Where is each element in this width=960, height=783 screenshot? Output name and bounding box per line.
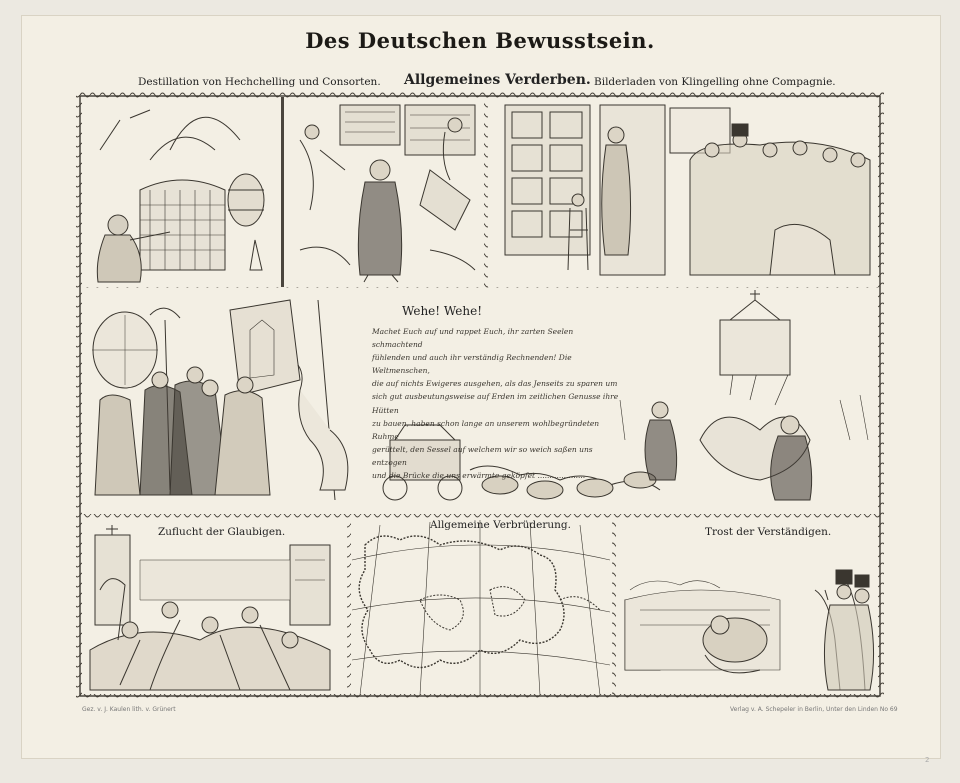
caption-bilderladen: Bilderladen von Klingelling ohne Compagnie. [594, 76, 836, 88]
caption-allgemeines-verderben: Allgemeines Verderben. [404, 72, 591, 88]
page-title: Des Deutschen Bewusstsein. [305, 28, 655, 53]
verse-line: fühlenden und auch ihr verständig Rechnenden! Die Weltmenschen, [372, 353, 572, 376]
verse-line: die auf nichts Ewigeres ausgehen, als das Jenseits zu sparen um [372, 379, 618, 389]
credit-artist: Gez. v. J. Kaulen lith. v. Grünert [82, 706, 176, 713]
caption-trost: Trost der Verständigen. [705, 526, 832, 538]
credit-publisher: Verlag v. A. Schepeler in Berlin, Unter den Linden No 69 [730, 706, 898, 713]
verse-line: zu bauen, haben schon lange an unserem wohlbegründeten Ruhme [372, 418, 600, 441]
verse-line: Machet Euch auf und rappet Euch, ihr zarten Seelen schmachtend [372, 327, 574, 350]
verse-line: sich gut ausbeutungsweise auf Erden im zeitlichen Genusse ihre Hütten [372, 392, 619, 415]
verse-line: und die Brücke die uns erwärmte geköpfet .................... [372, 471, 586, 481]
caption-destillation: Destillation von Hechchelling und Consorten. [138, 76, 381, 88]
verse-line: gerüttelt, den Sessel auf welchem wir so weich saßen uns entzogen [372, 444, 593, 467]
corner-mark: 2 [925, 756, 930, 764]
wehe-heading: Wehe! Wehe! [402, 304, 483, 318]
caption-zuflucht: Zuflucht der Glaubigen. [158, 526, 286, 538]
caption-verbruederung: Allgemeine Verbrüderung. [430, 519, 571, 531]
